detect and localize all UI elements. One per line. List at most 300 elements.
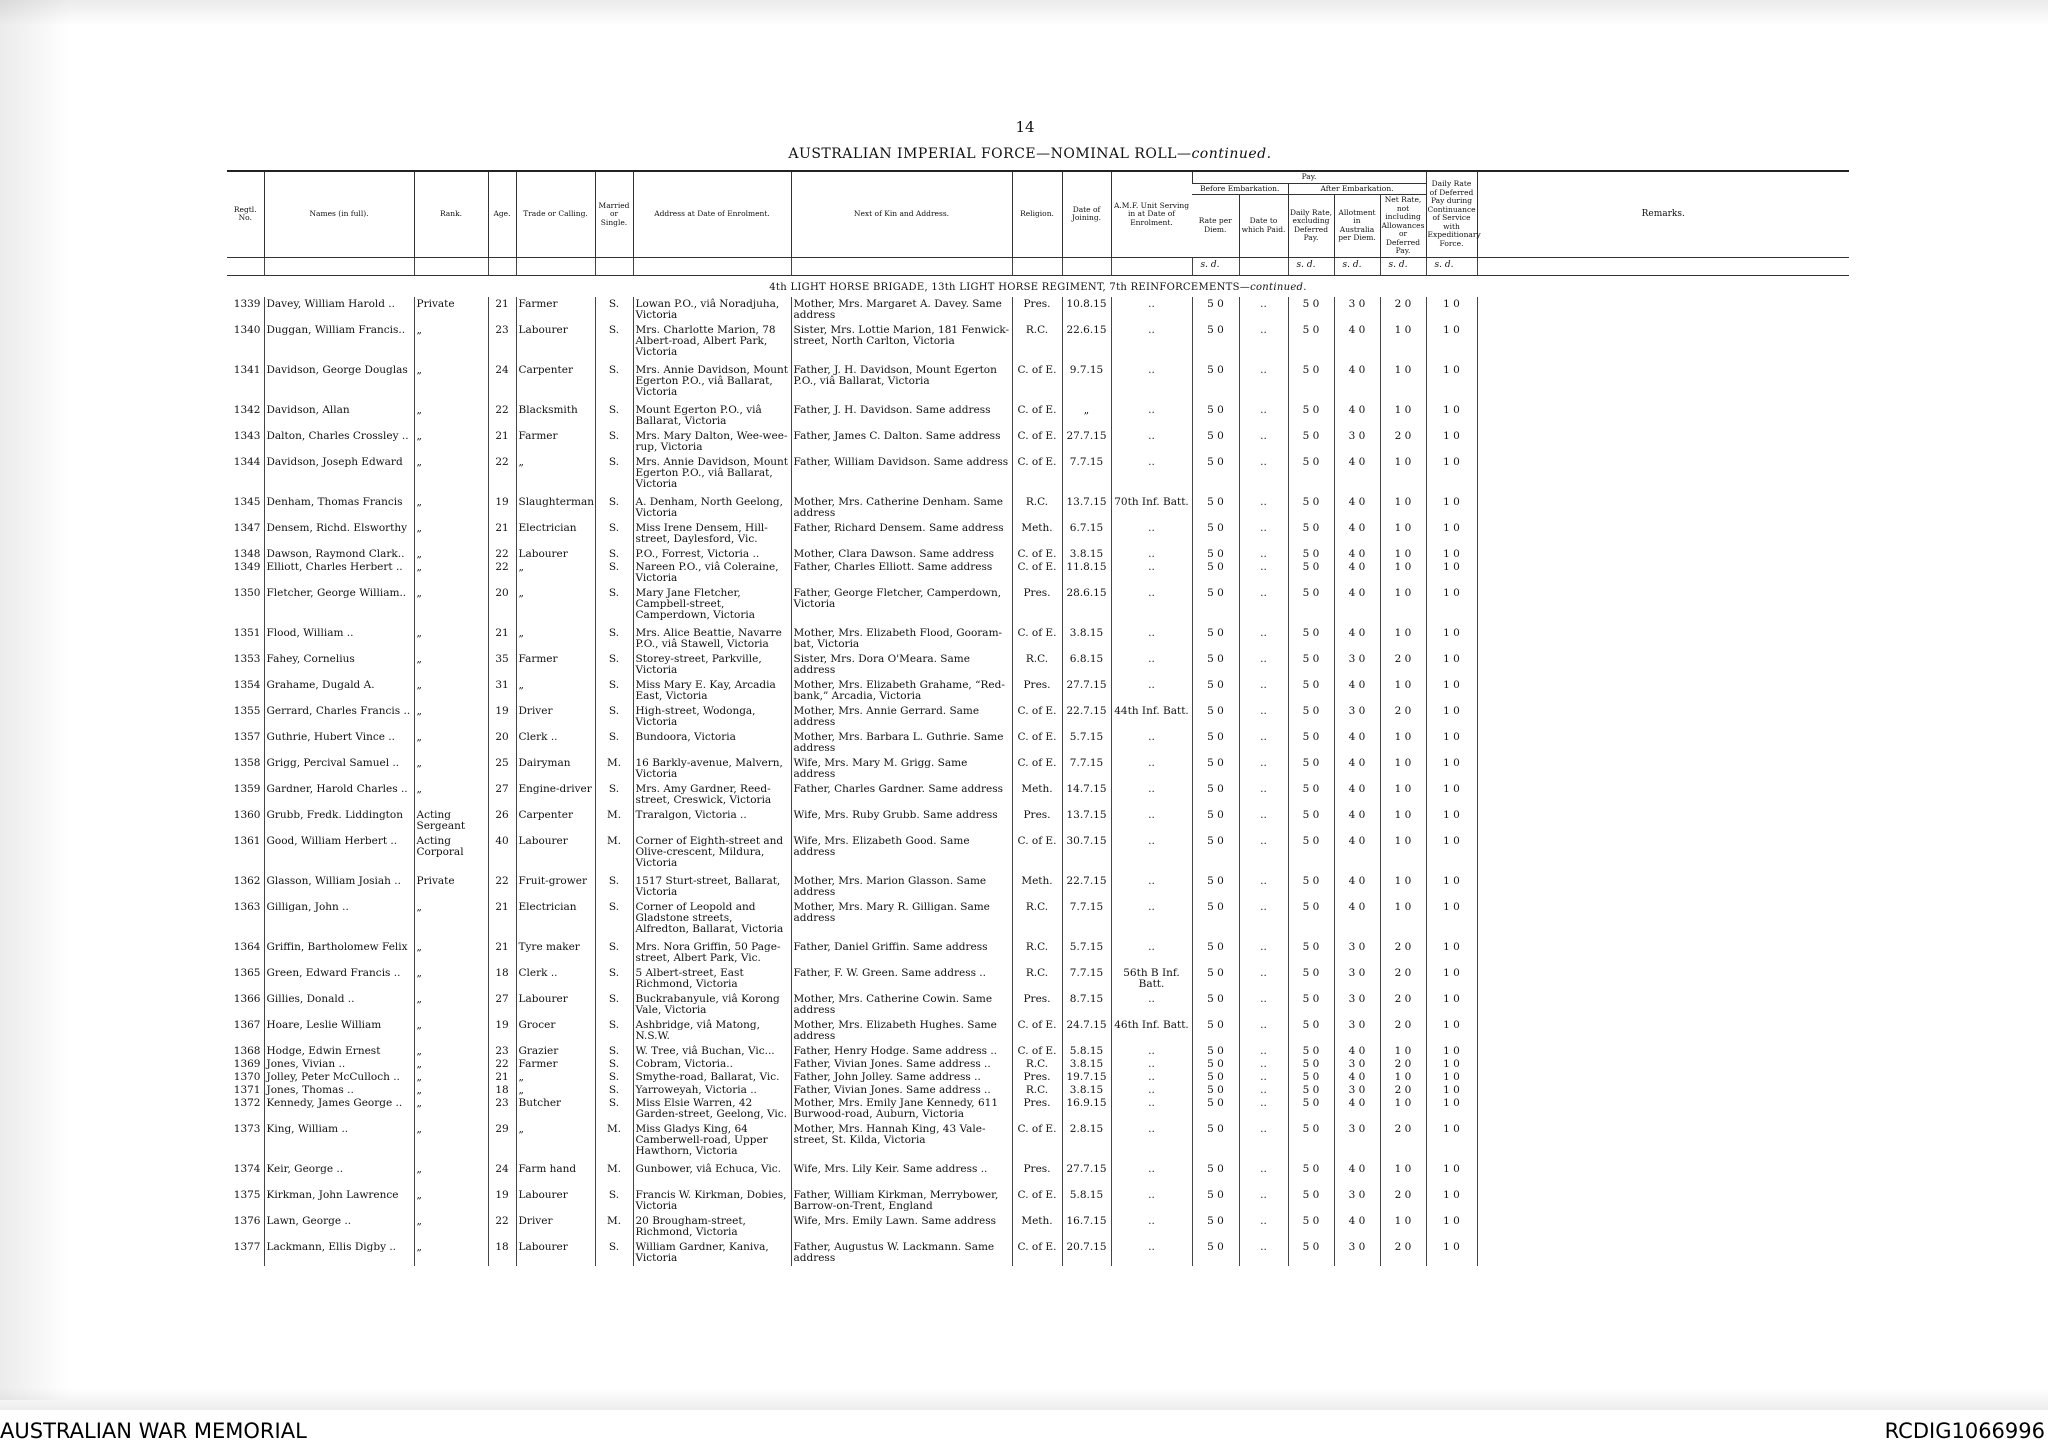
date-paid: .. [1239, 1018, 1288, 1044]
soldier-name: Gardner, Harold Charles .. [264, 782, 414, 808]
next-of-kin: Mother, Mrs. Elizabeth Grahame, “Red-bank,” Arcadia, Victoria [791, 678, 1012, 704]
age: 22 [488, 1057, 516, 1070]
allotment: 4 0 [1334, 1044, 1380, 1057]
religion: Meth. [1012, 874, 1062, 900]
marital-status: S. [595, 1070, 633, 1083]
net-rate: 1 0 [1380, 495, 1426, 521]
rate-per-diem: 5 0 [1192, 495, 1239, 521]
net-rate: 2 0 [1380, 992, 1426, 1018]
soldier-name: Dalton, Charles Crossley .. [264, 429, 414, 455]
enrolment-address: Mary Jane Fletcher, Campbell-street, Camperdown, Victoria [633, 586, 791, 626]
enrolment-address: 20 Brougham-street, Richmond, Victoria [633, 1214, 791, 1240]
age: 20 [488, 586, 516, 626]
date-paid: .. [1239, 1162, 1288, 1188]
rank: „ [414, 1162, 488, 1188]
marital-status: M. [595, 1162, 633, 1188]
trade: Slaughterman [516, 495, 595, 521]
table-row [227, 363, 1849, 403]
table-row [227, 1122, 1849, 1162]
table-row [227, 756, 1849, 782]
soldier-name: Gilligan, John .. [264, 900, 414, 940]
deferred-pay: 1 0 [1426, 547, 1477, 560]
amf-unit: .. [1111, 429, 1192, 455]
next-of-kin: Mother, Mrs. Catherine Cowin. Same address [791, 992, 1012, 1018]
net-rate: 1 0 [1380, 521, 1426, 547]
remarks [1477, 1214, 1849, 1240]
footer-institution: AUSTRALIAN WAR MEMORIAL [0, 1419, 307, 1443]
rate-per-diem: 5 0 [1192, 1162, 1239, 1188]
date-joining: 5.7.15 [1062, 940, 1111, 966]
regt-no: 1376 [233, 1214, 261, 1227]
table-row [227, 940, 1849, 966]
religion: C. of E. [1012, 455, 1062, 495]
table-row [227, 1083, 1849, 1096]
remarks [1477, 297, 1849, 323]
allotment: 4 0 [1334, 782, 1380, 808]
next-of-kin: Mother, Mrs. Annie Gerrard. Same address [791, 704, 1012, 730]
age: 20 [488, 730, 516, 756]
trade: Carpenter [516, 363, 595, 403]
rate-per-diem: 5 0 [1192, 521, 1239, 547]
unit-label-daily: s. d. [1288, 257, 1334, 275]
rank: „ [414, 730, 488, 756]
age: 21 [488, 1070, 516, 1083]
deferred-pay: 1 0 [1426, 966, 1477, 992]
amf-unit: .. [1111, 730, 1192, 756]
scan-shadow-bottom [0, 1388, 2048, 1410]
deferred-pay: 1 0 [1426, 1070, 1477, 1083]
date-paid: .. [1239, 900, 1288, 940]
amf-unit: .. [1111, 1122, 1192, 1162]
table-row [227, 808, 1849, 834]
religion: C. of E. [1012, 730, 1062, 756]
rate-per-diem: 5 0 [1192, 1214, 1239, 1240]
marital-status: S. [595, 940, 633, 966]
deferred-pay: 1 0 [1426, 1240, 1477, 1266]
deferred-pay: 1 0 [1426, 756, 1477, 782]
rank: „ [414, 521, 488, 547]
age: 21 [488, 297, 516, 323]
soldier-name: Hodge, Edwin Ernest [264, 1044, 414, 1057]
rank: „ [414, 940, 488, 966]
roll-title-text: AUSTRALIAN IMPERIAL FORCE—NOMINAL ROLL— [788, 146, 1192, 162]
table-row [227, 586, 1849, 626]
section-heading [227, 275, 1849, 297]
next-of-kin: Mother, Clara Dawson. Same address [791, 547, 1012, 560]
allotment: 4 0 [1334, 547, 1380, 560]
soldier-name: Fahey, Cornelius [264, 652, 414, 678]
date-paid: .. [1239, 730, 1288, 756]
daily-rate: 5 0 [1288, 363, 1334, 403]
enrolment-address: Cobram, Victoria.. [633, 1057, 791, 1070]
enrolment-address: Mrs. Charlotte Marion, 78 Albert-road, Albert Park, Victoria [633, 323, 791, 363]
date-paid: .. [1239, 808, 1288, 834]
allotment: 4 0 [1334, 874, 1380, 900]
soldier-name: Jolley, Peter McCulloch .. [264, 1070, 414, 1083]
marital-status: S. [595, 1018, 633, 1044]
trade: Clerk .. [516, 966, 595, 992]
date-paid: .. [1239, 495, 1288, 521]
age: 24 [488, 363, 516, 403]
regt-no: 1359 [233, 782, 261, 795]
date-joining: 16.7.15 [1062, 1214, 1111, 1240]
trade: Driver [516, 1214, 595, 1240]
remarks [1477, 730, 1849, 756]
allotment: 4 0 [1334, 363, 1380, 403]
age: 21 [488, 429, 516, 455]
next-of-kin: Mother, Mrs. Marion Glasson. Same address [791, 874, 1012, 900]
date-joining: 3.8.15 [1062, 626, 1111, 652]
enrolment-address: A. Denham, North Geelong, Victoria [633, 495, 791, 521]
deferred-pay: 1 0 [1426, 1018, 1477, 1044]
remarks [1477, 940, 1849, 966]
table-row [227, 874, 1849, 900]
daily-rate: 5 0 [1288, 429, 1334, 455]
age: 19 [488, 495, 516, 521]
rate-per-diem: 5 0 [1192, 730, 1239, 756]
age: 18 [488, 1240, 516, 1266]
deferred-pay: 1 0 [1426, 1162, 1477, 1188]
table-row [227, 560, 1849, 586]
date-joining: 19.7.15 [1062, 1070, 1111, 1083]
amf-unit: .. [1111, 363, 1192, 403]
deferred-pay: 1 0 [1426, 1044, 1477, 1057]
trade: „ [516, 1070, 595, 1083]
unit-label-net: s. d. [1380, 257, 1426, 275]
regt-no: 1363 [233, 900, 261, 913]
next-of-kin: Wife, Mrs. Elizabeth Good. Same address [791, 834, 1012, 874]
marital-status: S. [595, 966, 633, 992]
marital-status: M. [595, 756, 633, 782]
regt-no: 1340 [233, 323, 261, 336]
amf-unit: 44th Inf. Batt. [1111, 704, 1192, 730]
marital-status: S. [595, 626, 633, 652]
amf-unit: .. [1111, 521, 1192, 547]
rank: „ [414, 495, 488, 521]
allotment: 3 0 [1334, 704, 1380, 730]
next-of-kin: Father, Vivian Jones. Same address .. [791, 1057, 1012, 1070]
remarks [1477, 834, 1849, 874]
trade: Blacksmith [516, 403, 595, 429]
regt-no: 1347 [233, 521, 261, 534]
soldier-name: Lackmann, Ellis Digby .. [264, 1240, 414, 1266]
age: 19 [488, 1018, 516, 1044]
table-row [227, 966, 1849, 992]
remarks [1477, 756, 1849, 782]
age: 27 [488, 782, 516, 808]
date-paid: .. [1239, 1214, 1288, 1240]
daily-rate: 5 0 [1288, 323, 1334, 363]
daily-rate: 5 0 [1288, 1070, 1334, 1083]
net-rate: 1 0 [1380, 455, 1426, 495]
allotment: 3 0 [1334, 992, 1380, 1018]
date-joining: 24.7.15 [1062, 1018, 1111, 1044]
religion: Meth. [1012, 782, 1062, 808]
allotment: 4 0 [1334, 1162, 1380, 1188]
scan-shadow-top [0, 0, 2048, 26]
regt-no: 1373 [233, 1122, 261, 1135]
marital-status: S. [595, 704, 633, 730]
soldier-name: Jones, Vivian .. [264, 1057, 414, 1070]
rate-per-diem: 5 0 [1192, 403, 1239, 429]
daily-rate: 5 0 [1288, 626, 1334, 652]
date-paid: .. [1239, 560, 1288, 586]
amf-unit: .. [1111, 1083, 1192, 1096]
date-paid: .. [1239, 547, 1288, 560]
age: 29 [488, 1122, 516, 1162]
header-deferred-pay: Daily Rate of Deferred Pay during Continuance of Service with Expeditionary Force. [1426, 171, 1477, 257]
allotment: 3 0 [1334, 1188, 1380, 1214]
deferred-pay: 1 0 [1426, 521, 1477, 547]
rank: „ [414, 756, 488, 782]
amf-unit: .. [1111, 547, 1192, 560]
enrolment-address: Lowan P.O., viâ Noradjuha, Victoria [633, 297, 791, 323]
date-joining: 2.8.15 [1062, 1122, 1111, 1162]
marital-status: S. [595, 547, 633, 560]
deferred-pay: 1 0 [1426, 808, 1477, 834]
religion: C. of E. [1012, 1122, 1062, 1162]
trade: Farmer [516, 297, 595, 323]
net-rate: 2 0 [1380, 1057, 1426, 1070]
date-joining: 3.8.15 [1062, 1057, 1111, 1070]
daily-rate: 5 0 [1288, 455, 1334, 495]
daily-rate: 5 0 [1288, 1162, 1334, 1188]
regt-no: 1348 [233, 547, 261, 560]
net-rate: 1 0 [1380, 756, 1426, 782]
next-of-kin: Father, William Kirkman, Merrybower, Barrow-on-Trent, England [791, 1188, 1012, 1214]
religion: C. of E. [1012, 363, 1062, 403]
enrolment-address: High-street, Wodonga, Victoria [633, 704, 791, 730]
remarks [1477, 782, 1849, 808]
net-rate: 2 0 [1380, 1188, 1426, 1214]
religion: C. of E. [1012, 626, 1062, 652]
rate-per-diem: 5 0 [1192, 992, 1239, 1018]
religion: R.C. [1012, 940, 1062, 966]
religion: C. of E. [1012, 429, 1062, 455]
daily-rate: 5 0 [1288, 495, 1334, 521]
date-paid: .. [1239, 874, 1288, 900]
soldier-name: Densem, Richd. Elsworthy [264, 521, 414, 547]
roll-title-continued: continued. [1191, 146, 1272, 162]
remarks [1477, 992, 1849, 1018]
marital-status: S. [595, 1057, 633, 1070]
trade: Dairyman [516, 756, 595, 782]
allotment: 4 0 [1334, 1070, 1380, 1083]
net-rate: 1 0 [1380, 1096, 1426, 1122]
amf-unit: .. [1111, 756, 1192, 782]
marital-status: S. [595, 992, 633, 1018]
date-paid: .. [1239, 1096, 1288, 1122]
remarks [1477, 323, 1849, 363]
next-of-kin: Father, Henry Hodge. Same address .. [791, 1044, 1012, 1057]
allotment: 3 0 [1334, 1018, 1380, 1044]
table-row [227, 495, 1849, 521]
allotment: 4 0 [1334, 586, 1380, 626]
date-paid: .. [1239, 455, 1288, 495]
next-of-kin: Father, Augustus W. Lackmann. Same address [791, 1240, 1012, 1266]
daily-rate: 5 0 [1288, 704, 1334, 730]
trade: „ [516, 1083, 595, 1096]
deferred-pay: 1 0 [1426, 992, 1477, 1018]
soldier-name: King, William .. [264, 1122, 414, 1162]
deferred-pay: 1 0 [1426, 1214, 1477, 1240]
date-joining: 5.7.15 [1062, 730, 1111, 756]
net-rate: 1 0 [1380, 782, 1426, 808]
amf-unit: 56th B Inf. Batt. [1111, 966, 1192, 992]
religion: Meth. [1012, 521, 1062, 547]
header-before-embarkation: Before Embarkation. [1192, 183, 1288, 195]
next-of-kin: Mother, Mrs. Emily Jane Kennedy, 611 Burwood-road, Auburn, Victoria [791, 1096, 1012, 1122]
rate-per-diem: 5 0 [1192, 547, 1239, 560]
footer-record-id: RCDIG1066996 [1884, 1419, 2045, 1443]
trade: Labourer [516, 834, 595, 874]
allotment: 3 0 [1334, 1057, 1380, 1070]
rank: „ [414, 363, 488, 403]
religion: R.C. [1012, 495, 1062, 521]
date-joining: 27.7.15 [1062, 429, 1111, 455]
daily-rate: 5 0 [1288, 1096, 1334, 1122]
date-joining: 10.8.15 [1062, 297, 1111, 323]
regt-no: 1370 [233, 1070, 261, 1083]
next-of-kin: Father, Daniel Griffin. Same address [791, 940, 1012, 966]
daily-rate: 5 0 [1288, 940, 1334, 966]
date-joining: 22.6.15 [1062, 323, 1111, 363]
trade: Labourer [516, 547, 595, 560]
allotment: 4 0 [1334, 900, 1380, 940]
remarks [1477, 1122, 1849, 1162]
marital-status: M. [595, 834, 633, 874]
trade: Labourer [516, 992, 595, 1018]
regt-no: 1368 [233, 1044, 261, 1057]
table-row [227, 1057, 1849, 1070]
enrolment-address: 16 Barkly-avenue, Malvern, Victoria [633, 756, 791, 782]
age: 22 [488, 403, 516, 429]
date-paid: .. [1239, 1044, 1288, 1057]
net-rate: 2 0 [1380, 704, 1426, 730]
remarks [1477, 1044, 1849, 1057]
soldier-name: Davidson, Allan [264, 403, 414, 429]
amf-unit: .. [1111, 782, 1192, 808]
daily-rate: 5 0 [1288, 992, 1334, 1018]
next-of-kin: Mother, Mrs. Margaret A. Davey. Same address [791, 297, 1012, 323]
next-of-kin: Father, F. W. Green. Same address .. [791, 966, 1012, 992]
amf-unit: .. [1111, 652, 1192, 678]
net-rate: 1 0 [1380, 678, 1426, 704]
daily-rate: 5 0 [1288, 1122, 1334, 1162]
age: 31 [488, 678, 516, 704]
next-of-kin: Father, Charles Gardner. Same address [791, 782, 1012, 808]
next-of-kin: Sister, Mrs. Dora O'Meara. Same address [791, 652, 1012, 678]
net-rate: 1 0 [1380, 586, 1426, 626]
religion: Pres. [1012, 1070, 1062, 1083]
religion: C. of E. [1012, 834, 1062, 874]
regt-no: 1358 [233, 756, 261, 769]
marital-status: S. [595, 521, 633, 547]
table-row [227, 297, 1849, 323]
date-paid: .. [1239, 1122, 1288, 1162]
remarks [1477, 1240, 1849, 1266]
amf-unit: .. [1111, 560, 1192, 586]
amf-unit: .. [1111, 1096, 1192, 1122]
marital-status: S. [595, 429, 633, 455]
rate-per-diem: 5 0 [1192, 1240, 1239, 1266]
net-rate: 2 0 [1380, 966, 1426, 992]
net-rate: 2 0 [1380, 297, 1426, 323]
deferred-pay: 1 0 [1426, 678, 1477, 704]
soldier-name: Grigg, Percival Samuel .. [264, 756, 414, 782]
table-row [227, 521, 1849, 547]
age: 21 [488, 626, 516, 652]
remarks [1477, 429, 1849, 455]
amf-unit: .. [1111, 455, 1192, 495]
age: 24 [488, 1162, 516, 1188]
rate-per-diem: 5 0 [1192, 626, 1239, 652]
rate-per-diem: 5 0 [1192, 429, 1239, 455]
religion: C. of E. [1012, 403, 1062, 429]
regt-no: 1365 [233, 966, 261, 979]
remarks [1477, 678, 1849, 704]
age: 26 [488, 808, 516, 834]
religion: C. of E. [1012, 1018, 1062, 1044]
rank: „ [414, 403, 488, 429]
soldier-name: Grubb, Fredk. Liddington [264, 808, 414, 834]
rate-per-diem: 5 0 [1192, 1096, 1239, 1122]
remarks [1477, 808, 1849, 834]
marital-status: S. [595, 730, 633, 756]
remarks [1477, 626, 1849, 652]
rate-per-diem: 5 0 [1192, 586, 1239, 626]
net-rate: 1 0 [1380, 834, 1426, 874]
next-of-kin: Father, George Fletcher, Camperdown, Victoria [791, 586, 1012, 626]
remarks [1477, 874, 1849, 900]
deferred-pay: 1 0 [1426, 1057, 1477, 1070]
religion: C. of E. [1012, 756, 1062, 782]
date-joining: 6.8.15 [1062, 652, 1111, 678]
header-date-paid: Date to which Paid. [1239, 195, 1288, 258]
allotment: 4 0 [1334, 834, 1380, 874]
soldier-name: Davidson, George Douglas [264, 363, 414, 403]
rate-per-diem: 5 0 [1192, 455, 1239, 495]
table-row [227, 1018, 1849, 1044]
next-of-kin: Mother, Mrs. Elizabeth Hughes. Same address [791, 1018, 1012, 1044]
enrolment-address: Smythe-road, Ballarat, Vic. [633, 1070, 791, 1083]
rank: „ [414, 1083, 488, 1096]
soldier-name: Flood, William .. [264, 626, 414, 652]
allotment: 3 0 [1334, 1122, 1380, 1162]
daily-rate: 5 0 [1288, 403, 1334, 429]
religion: R.C. [1012, 900, 1062, 940]
remarks [1477, 652, 1849, 678]
enrolment-address: Nareen P.O., viâ Coleraine, Victoria [633, 560, 791, 586]
daily-rate: 5 0 [1288, 756, 1334, 782]
unit-label-allotment: s. d. [1334, 257, 1380, 275]
allotment: 3 0 [1334, 940, 1380, 966]
table-row [227, 678, 1849, 704]
soldier-name: Gillies, Donald .. [264, 992, 414, 1018]
date-paid: .. [1239, 1070, 1288, 1083]
rate-per-diem: 5 0 [1192, 1057, 1239, 1070]
net-rate: 1 0 [1380, 547, 1426, 560]
marital-status: M. [595, 808, 633, 834]
amf-unit: .. [1111, 403, 1192, 429]
amf-unit: .. [1111, 297, 1192, 323]
rank: „ [414, 1057, 488, 1070]
date-paid: .. [1239, 756, 1288, 782]
header-trade: Trade or Calling. [516, 171, 595, 257]
allotment: 3 0 [1334, 297, 1380, 323]
amf-unit: .. [1111, 900, 1192, 940]
amf-unit: .. [1111, 1070, 1192, 1083]
